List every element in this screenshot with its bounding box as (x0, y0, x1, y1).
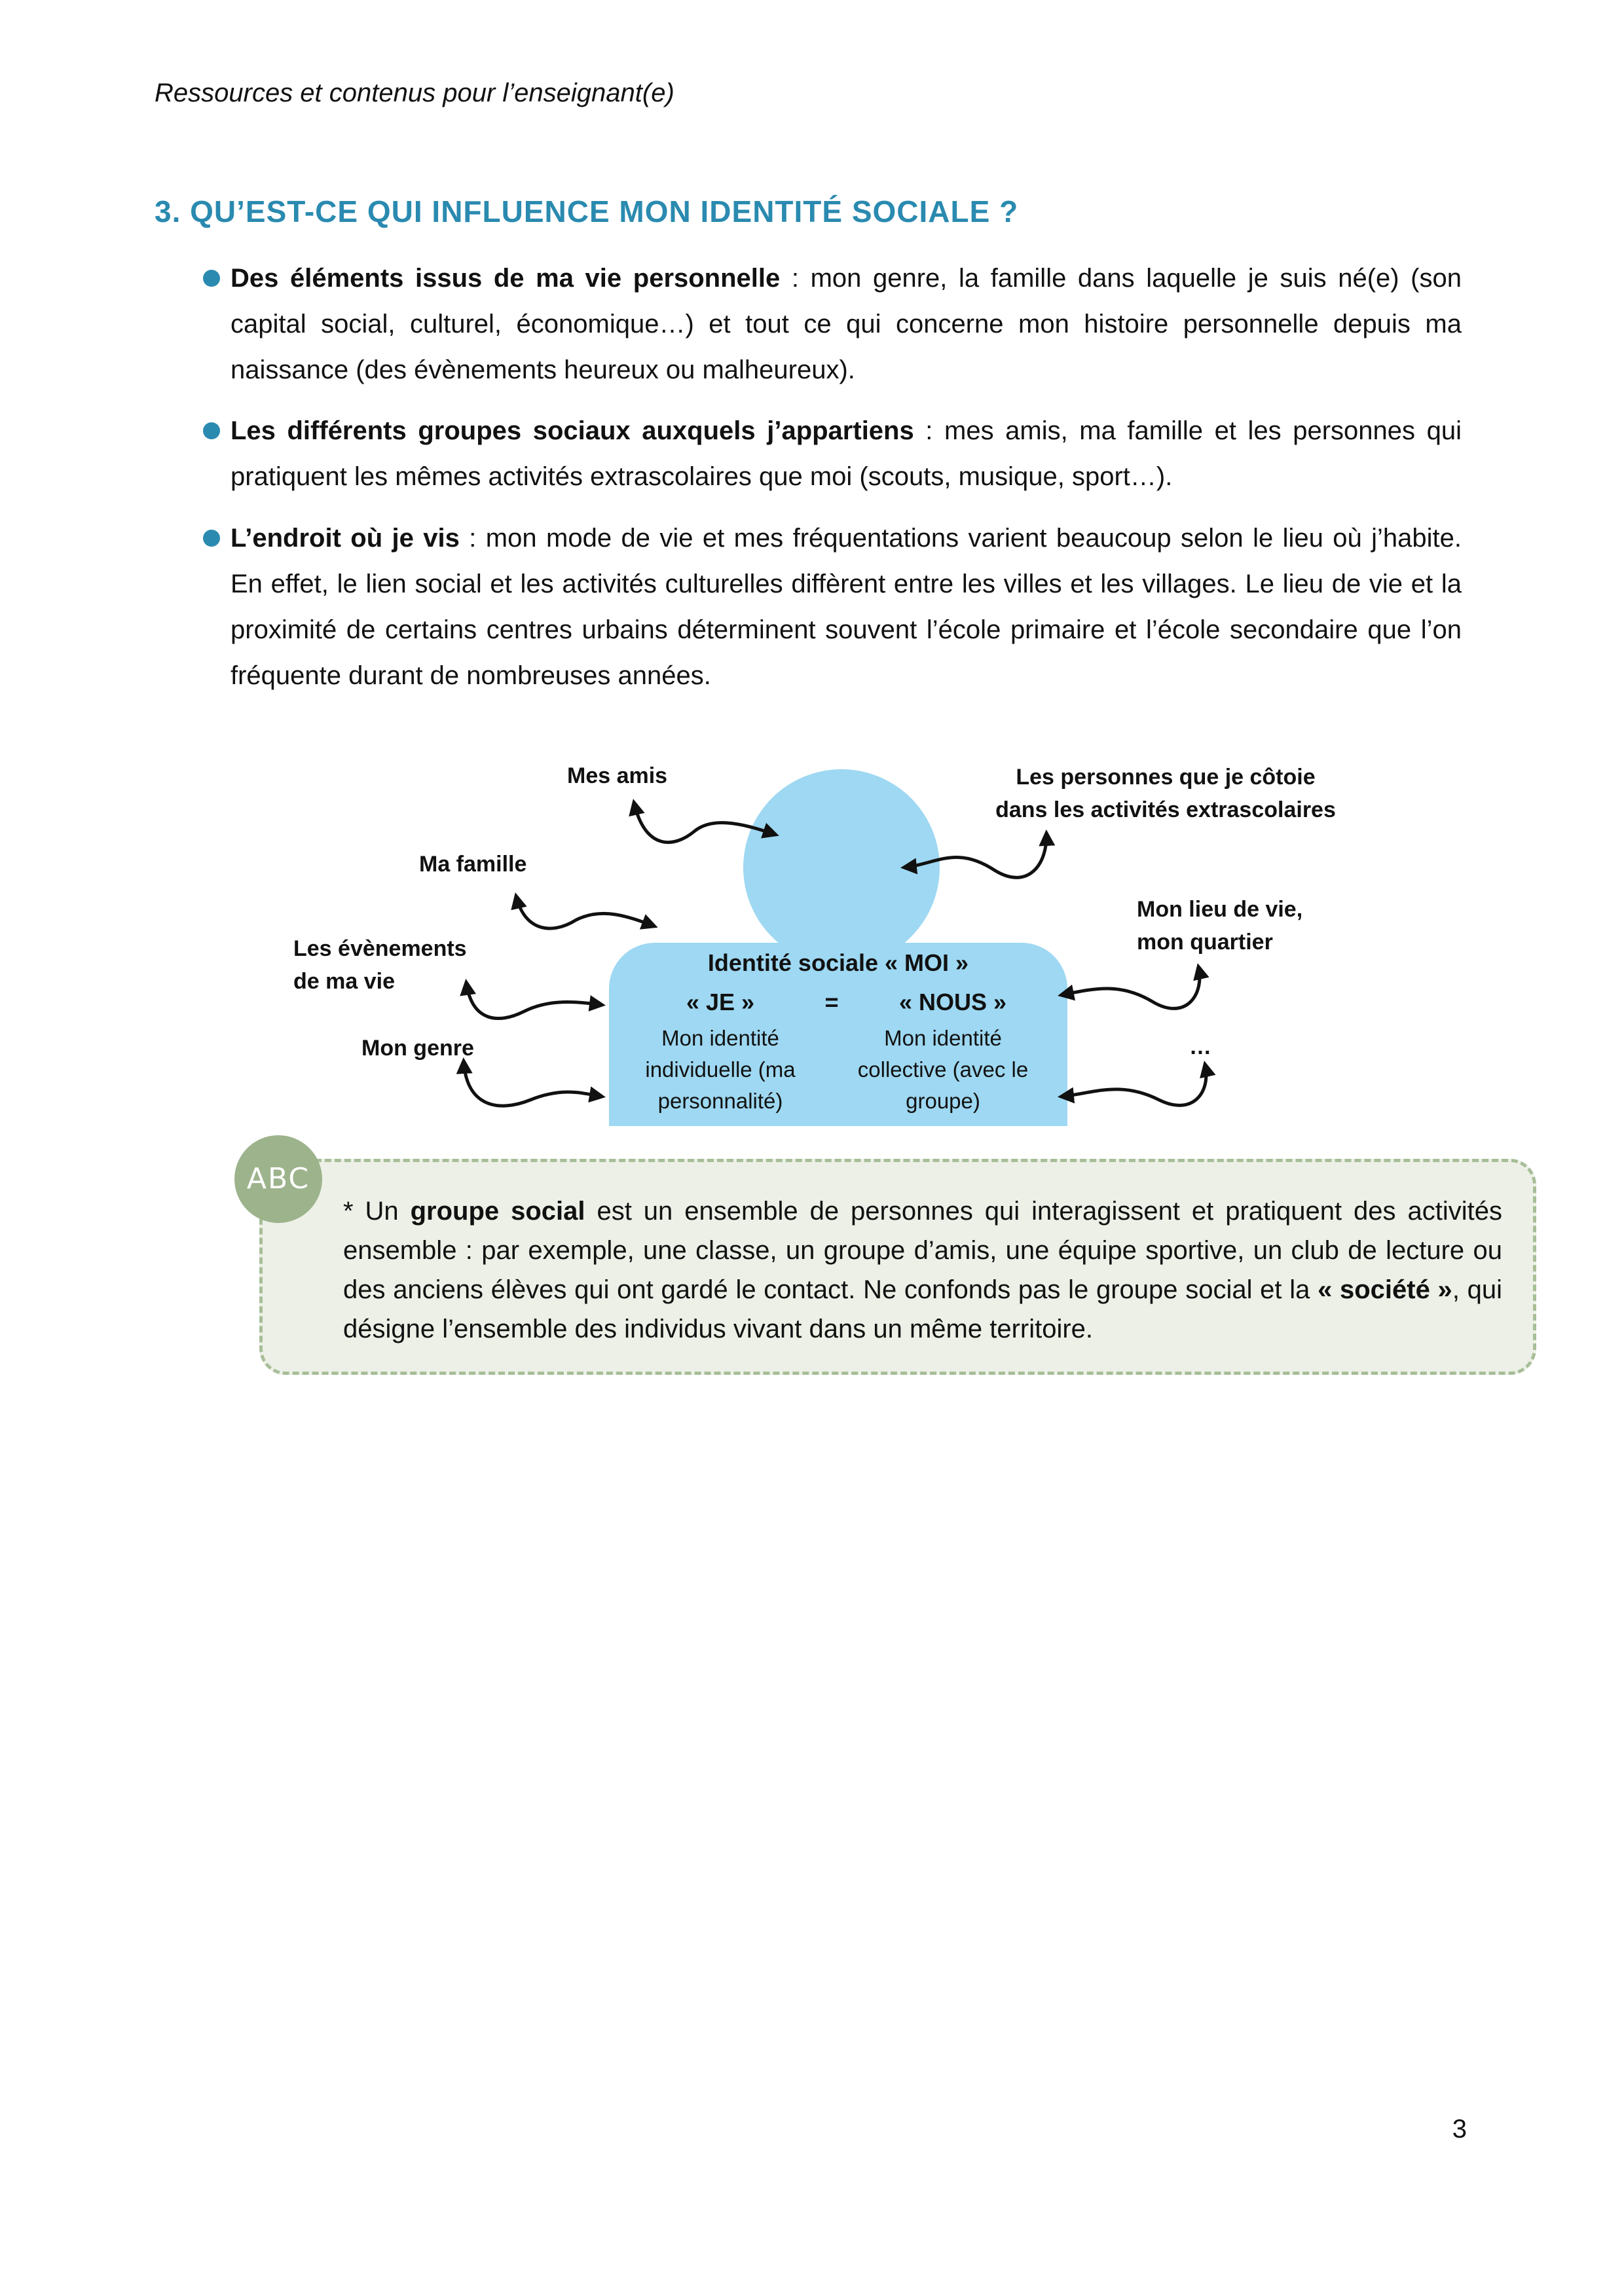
bullet-dot-icon (203, 422, 220, 439)
nous-desc-line: groupe) (906, 1089, 980, 1113)
identity-title: Identité sociale « MOI » (707, 949, 969, 976)
bullet-bold-lead: Les différents groupes sociaux auxquels j’appartiens (231, 416, 914, 445)
arrow-evenements (466, 982, 602, 1019)
def-body: est un ensemble de personnes qui interagissent et pratiquent des activités ensemble : par exemple, une classe, un groupe d’amis, une équipe sportive, un club de lecture ou des anciens élèves qui ont gardé le contact. Ne confonds pas le groupe social et la (343, 1197, 1502, 1304)
label-line: de ma vie (293, 969, 395, 994)
label-line: mon quartier (1137, 930, 1273, 955)
bullet-item (231, 255, 1462, 393)
label-ma-famille: Ma famille (419, 852, 527, 877)
arrow-ma-famille (516, 896, 655, 928)
bullet-bold-lead: L’endroit où je vis (231, 524, 460, 553)
bullet-text: : mon genre, la famille dans laquelle je suis né(e) (son capital social, culturel, économique…) et tout ce qui concerne mon histoire personnelle depuis ma naissance (des évènements heureux ou malheureux). (231, 264, 1462, 384)
arrow-ellipsis (1061, 1064, 1206, 1105)
arrow-lieu-de-vie (1061, 966, 1200, 1008)
nous-desc-line: collective (avec le (857, 1057, 1029, 1082)
label-line: Mon lieu de vie, (1137, 897, 1303, 922)
nous-label: « NOUS » (898, 989, 1007, 1015)
abc-badge: ABC (234, 1135, 322, 1223)
def-term: groupe social (410, 1197, 585, 1226)
bullet-text: : mes amis, ma famille et les personnes qui pratiquent les mêmes activités extrascolaires que moi (scouts, musique, sport…). (231, 416, 1462, 491)
arrow-personnes (904, 833, 1046, 877)
bullet-dot-icon (203, 530, 220, 547)
je-label: « JE » (686, 989, 755, 1015)
label-line: dans les activités extrascolaires (995, 797, 1336, 822)
page-number: 3 (1452, 2115, 1467, 2143)
arrow-mon-genre (464, 1061, 602, 1106)
label-line: Les évènements (293, 936, 467, 961)
arrow-mes-amis (634, 802, 776, 843)
nous-desc-line: Mon identité (884, 1026, 1002, 1050)
bullet-item (231, 515, 1462, 699)
label-mon-genre: Mon genre (361, 1036, 474, 1061)
label-mes-amis: Mes amis (567, 763, 668, 788)
running-header: Ressources et contenus pour l’enseignant(e) (155, 79, 674, 107)
def-prefix: * Un (343, 1197, 411, 1226)
section-heading: 3. QU’EST-CE QUI INFLUENCE MON IDENTITÉ SOCIALE ? (155, 194, 1019, 228)
arrows-layer (0, 720, 1624, 1178)
def-suffix: , qui désigne l’ensemble des individus vivant dans un même territoire. (343, 1275, 1503, 1343)
label-ellipsis: … (1189, 1034, 1211, 1059)
bullet-item (231, 408, 1462, 500)
je-desc-line: personnalité) (657, 1089, 783, 1113)
bullet-dot-icon (203, 270, 220, 287)
bullet-bold-lead: Des éléments issus de ma vie personnelle (231, 264, 781, 293)
def-term-societe: « société » (1318, 1275, 1452, 1304)
label-line: Les personnes que je côtoie (1016, 765, 1316, 790)
je-desc-line: Mon identité (661, 1026, 779, 1050)
bullet-text: : mon mode de vie et mes fréquentations varient beaucoup selon le lieu où j’habite. En effet, le lien social et les activités culturelles diffèrent entre les villes et les villages. Le lieu de vie et la proximité de certains centres urbains déterminent souvent l’école primaire et l’école secondaire que l’on fréquente durant de nombreuses années. (231, 524, 1462, 690)
definition-text (343, 1192, 1502, 1349)
je-desc-line: individuelle (ma (645, 1057, 796, 1082)
equals-sign: = (824, 989, 839, 1015)
